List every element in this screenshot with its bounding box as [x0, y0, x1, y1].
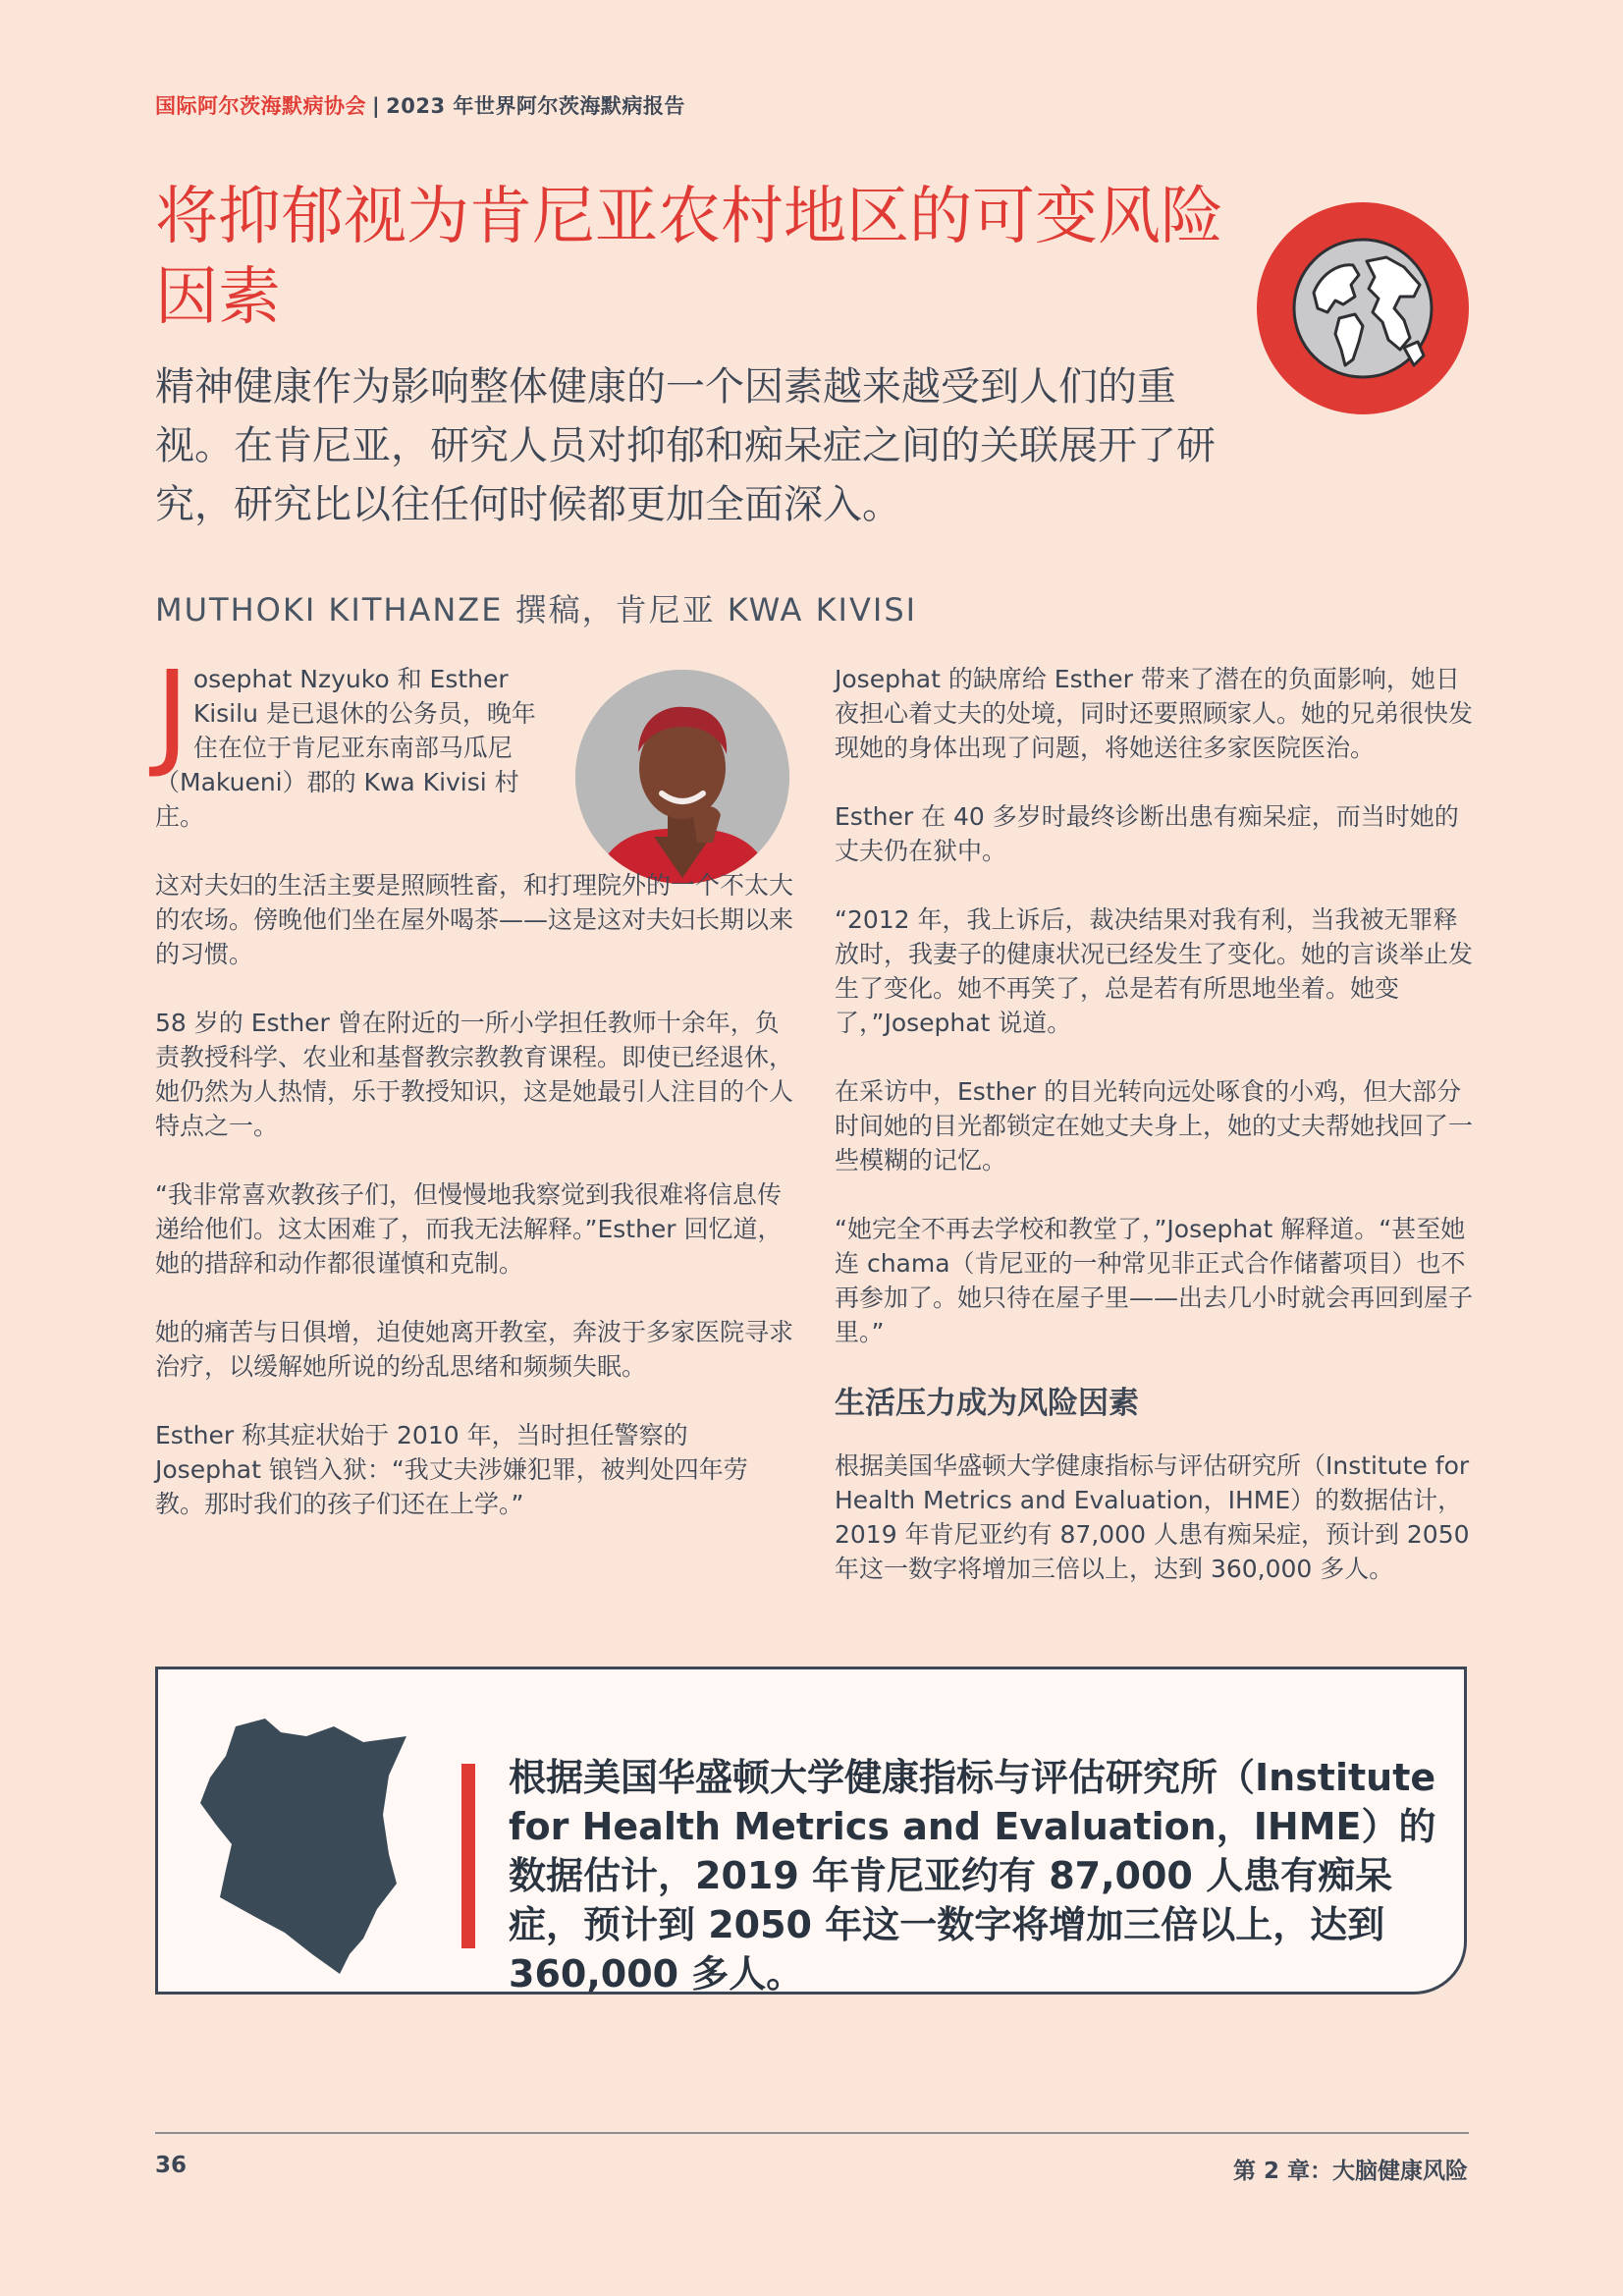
intro-paragraph — [155, 645, 538, 834]
right-column — [835, 662, 1473, 1620]
body-paragraph: Esther 称其症状始于 2010 年，当时担任警察的 Josephat 锒铛入狱：“我丈夫涉嫌犯罪，被判处四年劳教。那时我们的孩子们还在上学。” — [155, 1421, 748, 1518]
article-title: 将抑郁视为肯尼亚农村地区的可变风险因素 — [155, 181, 1223, 334]
kenya-map-icon — [196, 1697, 414, 1974]
body-paragraph: Esther 在 40 多岁时最终诊断出患有痴呆症，而当时她的丈夫仍在狱中。 — [835, 802, 1459, 865]
body-paragraph: “2012 年，我上诉后，裁决结果对我有利，当我被无罪释放时，我妻子的健康状况已经发生了变化。她的言谈举止发生了变化。她不再笑了，总是若有所思地坐着。她变了，”Josephat 说道。 — [835, 905, 1474, 1037]
header-report: 2023 年世界阿尔茨海默病报告 — [386, 94, 685, 118]
running-header — [155, 90, 685, 120]
chapter-label: 第 2 章：大脑健康风险 — [1232, 2159, 1468, 2184]
header-separator: | — [372, 94, 381, 118]
quote-accent-bar — [461, 1764, 475, 1948]
left-column — [155, 645, 794, 1556]
drop-cap: J — [155, 645, 189, 781]
body-paragraph: “她完全不再去学校和教堂了，”Josephat 解释道。“甚至她连 chama（肯尼亚的一种常见非正式合作储蓄项目）也不再参加了。她只待在屋子里——出去几小时就会再回到屋子里。” — [835, 1215, 1474, 1346]
pull-quote-text: 根据美国华盛顿大学健康指标与评估研究所（Institute for Health Metrics and Evaluation，IHME）的数据估计，2019 年肯尼亚约有 87,000 人患有痴呆症，预计到 2050 年这一数字将增加三倍以上，达到 360,000 多人。 — [509, 1756, 1436, 1995]
closing-paragraph: 根据美国华盛顿大学健康指标与评估研究所（Institute for Health Metrics and Evaluation，IHME）的数据估计，2019 年肯尼亚约有 87,000 人患有痴呆症，预计到 2050 年这一数字将增加三倍以上，达到 360,000 多人。 — [835, 1451, 1470, 1583]
body-paragraph: 58 岁的 Esther 曾在附近的一所小学担任教师十余年，负责教授科学、农业和基督教宗教教育课程。即使已经退休，她仍然为人热情，乐于教授知识，这是她最引人注目的个人特点之一。 — [155, 1009, 794, 1140]
intro-text: osephat Nzyuko 和 Esther Kisilu 是已退休的公务员，晚年住在位于肯尼亚东南部马瓜尼（Makueni）郡的 Kwa Kivisi 村庄。 — [155, 665, 536, 831]
globe-icon — [1257, 202, 1469, 414]
section-subheading: 生活压力成为风险因素 — [835, 1386, 1139, 1421]
header-org: 国际阿尔茨海默病协会 — [155, 94, 366, 118]
body-paragraph: “我非常喜欢教孩子们，但慢慢地我察觉到我很难将信息传递给他们。这太困难了，而我无法解释。”Esther 回忆道，她的措辞和动作都很谨慎和克制。 — [155, 1180, 783, 1278]
body-paragraph: 这对夫妇的生活主要是照顾牲畜，和打理院外的一个不太大的农场。傍晚他们坐在屋外喝茶——这是这对夫妇长期以来的习惯。 — [155, 871, 794, 968]
body-paragraph: Josephat 的缺席给 Esther 带来了潜在的负面影响，她日夜担心着丈夫的处境，同时还要照顾家人。她的兄弟很快发现她的身体出现了问题，将她送往多家医院医治。 — [835, 665, 1474, 762]
footer-divider — [155, 2132, 1469, 2134]
article-subtitle: 精神健康作为影响整体健康的一个因素越来越受到人们的重视。在肯尼亚，研究人员对抑郁和痴呆症之间的关联展开了研究，研究比以往任何时候都更加全面深入。 — [155, 364, 1216, 527]
body-paragraph: 在采访中，Esther 的目光转向远处啄食的小鸡，但大部分时间她的目光都锁定在她丈夫身上，她的丈夫帮她找回了一些模糊的记忆。 — [835, 1077, 1474, 1175]
article-byline: MUTHOKI KITHANZE 撰稿，肯尼亚 KWA KIVISI — [155, 591, 918, 629]
page-number: 36 — [155, 2153, 188, 2178]
body-paragraph: 她的痛苦与日俱增，迫使她离开教室，奔波于多家医院寻求治疗，以缓解她所说的纷乱思绪和频频失眠。 — [155, 1318, 794, 1381]
